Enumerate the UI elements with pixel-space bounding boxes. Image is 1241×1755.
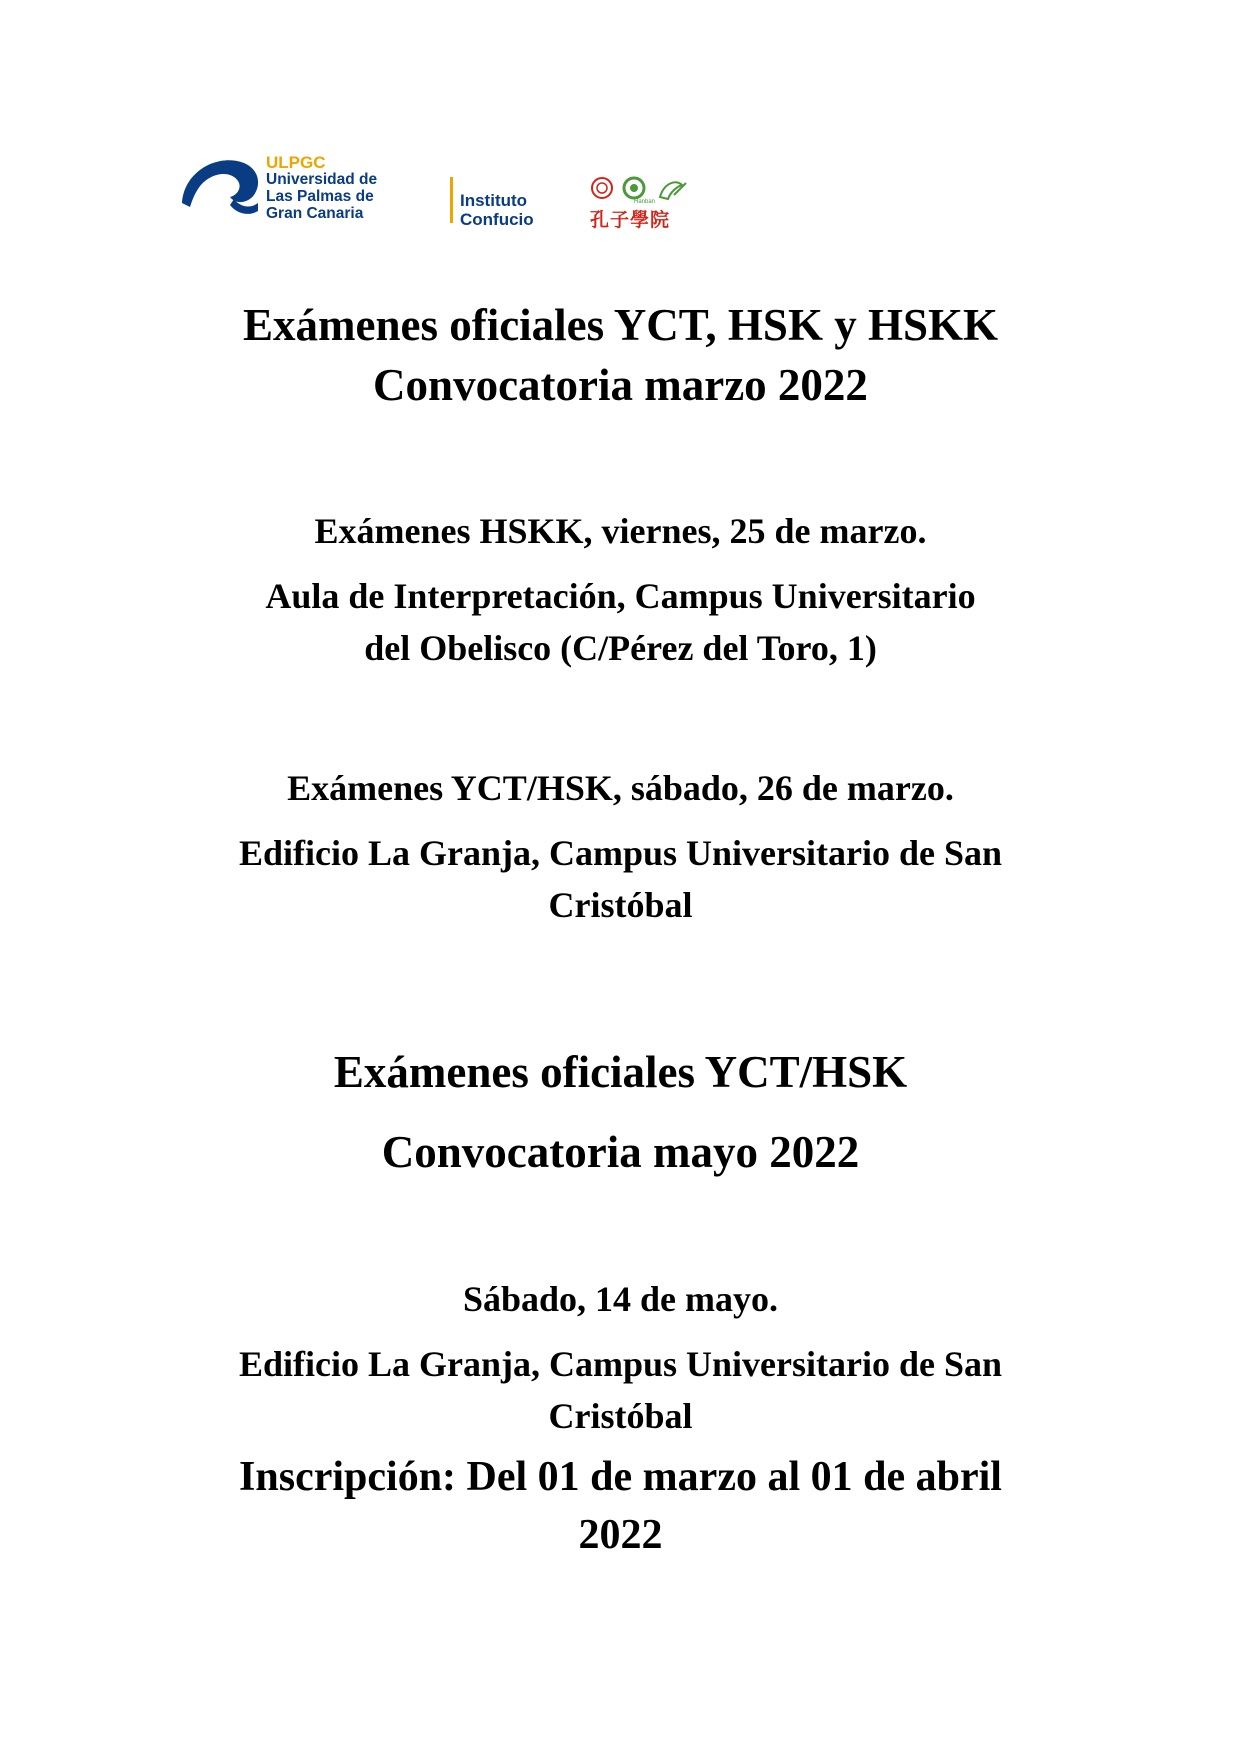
may-exam-date: Sábado, 14 de mayo. [462, 1279, 779, 1319]
hanban-label: Hanban [634, 199, 656, 205]
ulpgc-wave-logo-icon [178, 151, 262, 231]
registration-line-1: Inscripción: Del 01 de marzo al 01 de abril [239, 1454, 1002, 1500]
partner-emblems-icon [590, 175, 700, 201]
confucius-institute-chinese: 孔子學院 [590, 209, 671, 231]
yct-location-line-1: Edificio La Granja, Campus Universitario de San [238, 833, 1003, 873]
may-title-line-2: Convocatoria mayo 2022 [381, 1127, 860, 1177]
yct-location-line-2: Cristóbal [548, 885, 693, 925]
university-line-2: Las Palmas de [266, 188, 374, 205]
yct-hsk-exam-location [0, 827, 1241, 931]
may-title-line-1: Exámenes oficiales YCT/HSK [333, 1047, 908, 1097]
may-location-line-2: Cristóbal [548, 1396, 693, 1436]
hskk-exam-location [0, 570, 1241, 674]
hskk-location-line-1: Aula de Interpretación, Campus Universitario [265, 576, 976, 616]
hskk-location-line-2: del Obelisco (C/Pérez del Toro, 1) [364, 628, 877, 668]
march-title-line-2: Convocatoria marzo 2022 [373, 360, 868, 410]
university-line-1: Universidad de [266, 171, 378, 188]
march-title-line-1: Exámenes oficiales YCT, HSK y HSKK [242, 300, 998, 350]
may-location-line-1: Edificio La Granja, Campus Universitario de San [238, 1344, 1003, 1384]
logo-divider [450, 177, 453, 223]
registration-line-2: 2022 [578, 1512, 663, 1558]
institute-line-2: Confucio [460, 210, 534, 229]
yct-hsk-exam-date: Exámenes YCT/HSK, sábado, 26 de marzo. [287, 768, 954, 808]
university-acronym: ULPGC [266, 153, 326, 172]
university-name [266, 154, 377, 222]
institute-line-1: Instituto [460, 191, 528, 210]
header-logo [178, 145, 718, 235]
may-title [0, 1032, 1241, 1192]
may-exam-location [0, 1338, 1241, 1442]
institute-name [460, 191, 534, 229]
hskk-exam-date: Exámenes HSKK, viernes, 25 de marzo. [314, 511, 927, 551]
university-line-3: Gran Canaria [266, 205, 364, 222]
registration-period [0, 1448, 1241, 1564]
march-title [0, 295, 1241, 415]
